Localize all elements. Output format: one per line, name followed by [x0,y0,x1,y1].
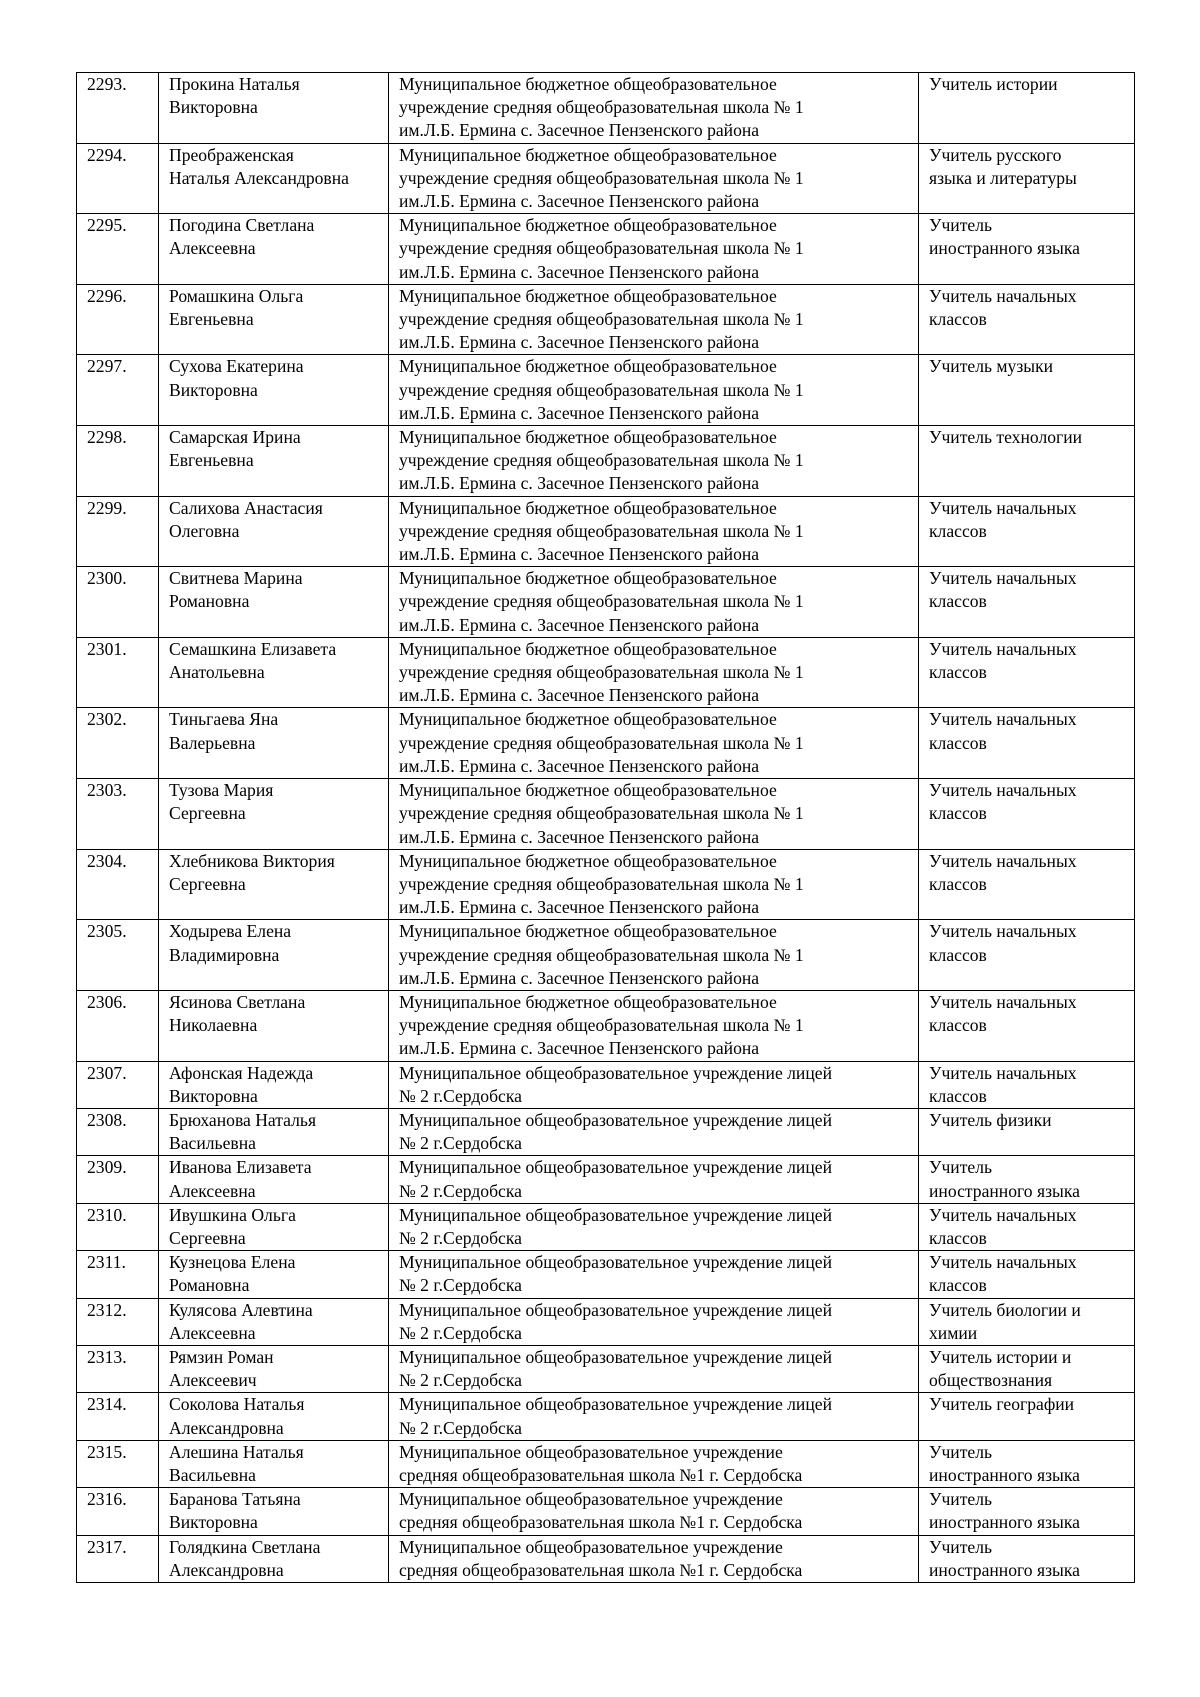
organization-line: Муниципальное общеобразовательное учреждение лицей [399,1346,832,1367]
position-cell [919,708,1135,779]
position-line: иностранного языка [929,1464,1080,1485]
teacher-name-cell [159,1535,389,1582]
organization-cell [389,284,919,355]
position-line: классов [929,520,987,541]
position-cell [919,496,1135,567]
position-line: иностранного языка [929,1512,1080,1533]
organization-line: Муниципальное общеобразовательное учреждение лицей [399,1204,832,1225]
organization-line: им.Л.Б. Ермина с. Засечное Пензенского района [399,755,760,776]
organization-line: Муниципальное бюджетное общеобразовательное [399,215,777,236]
teacher-name-line: Васильевна [169,1464,256,1485]
organization-line: учреждение средняя общеобразовательная школа № 1 [399,873,804,894]
organization-line: Муниципальное общеобразовательное учреждение лицей [399,1062,832,1083]
table-row [77,284,1135,355]
teacher-name-line: Евгеньевна [169,450,254,471]
organization-line: Муниципальное бюджетное общеобразовательное [399,709,777,730]
organization-line: № 2 г.Сердобска [399,1227,522,1248]
organization-line: Муниципальное бюджетное общеобразовательное [399,356,777,377]
teacher-name-line: Алексеевна [169,238,256,259]
row-number: 2298. [77,426,159,497]
position-cell [919,426,1135,497]
position-line: Учитель [929,1441,993,1462]
row-number: 2308. [77,1108,159,1155]
position-line: Учитель начальных [929,991,1077,1012]
table-row [77,1156,1135,1203]
organization-cell [389,637,919,708]
position-cell [919,1203,1135,1250]
teacher-name-line: Рямзин Роман [169,1346,274,1367]
teacher-name-line: Свитнева Марина [169,568,303,589]
position-cell [919,73,1135,144]
position-cell [919,1345,1135,1392]
organization-line: Муниципальное бюджетное общеобразовательное [399,568,777,589]
position-line: Учитель начальных [929,780,1077,801]
teacher-name-line: Тузова Мария [169,780,274,801]
position-line: классов [929,1085,987,1106]
table-row [77,708,1135,779]
organization-line: № 2 г.Сердобска [399,1085,522,1106]
organization-line: Муниципальное общеобразовательное учреждение лицей [399,1299,832,1320]
organization-line: им.Л.Б. Ермина с. Засечное Пензенского района [399,332,760,353]
position-line: Учитель начальных [929,850,1077,871]
position-line: Учитель начальных [929,568,1077,589]
table-row [77,1298,1135,1345]
organization-line: им.Л.Б. Ермина с. Засечное Пензенского района [399,120,760,141]
row-number: 2300. [77,567,159,638]
position-line: Учитель музыки [929,356,1054,377]
teacher-name-cell [159,1345,389,1392]
position-line: Учитель начальных [929,285,1077,306]
organization-cell [389,1488,919,1535]
organization-cell [389,1440,919,1487]
row-number: 2314. [77,1393,159,1440]
teacher-name-cell [159,1393,389,1440]
table-row [77,1203,1135,1250]
table-row [77,1345,1135,1392]
position-line: классов [929,1275,987,1296]
teacher-name-line: Соколова Наталья [169,1394,305,1415]
organization-line: № 2 г.Сердобска [399,1322,522,1343]
organization-line: Муниципальное общеобразовательное учреждение лицей [399,1109,832,1130]
position-cell [919,214,1135,285]
organization-line: учреждение средняя общеобразовательная школа № 1 [399,167,804,188]
row-number: 2315. [77,1440,159,1487]
organization-line: учреждение средняя общеобразовательная школа № 1 [399,309,804,330]
registry-table-body [77,73,1135,1583]
position-line: классов [929,944,987,965]
teacher-name-line: Владимировна [169,944,280,965]
teacher-name-line: Алексеевна [169,1322,256,1343]
position-line: Учитель [929,215,993,236]
organization-line: им.Л.Б. Ермина с. Засечное Пензенского района [399,897,760,918]
teacher-name-cell [159,426,389,497]
position-cell [919,284,1135,355]
organization-line: Муниципальное бюджетное общеобразовательное [399,850,777,871]
teacher-name-cell [159,1061,389,1108]
organization-line: им.Л.Б. Ермина с. Засечное Пензенского района [399,1038,760,1059]
organization-cell [389,1393,919,1440]
organization-cell [389,143,919,214]
teacher-name-line: Кузнецова Елена [169,1252,296,1273]
position-cell [919,990,1135,1061]
position-line: Учитель начальных [929,638,1077,659]
teacher-name-line: Романовна [169,591,250,612]
position-line: Учитель начальных [929,709,1077,730]
teacher-name-line: Брюханова Наталья [169,1109,317,1130]
organization-cell [389,849,919,920]
teacher-name-cell [159,1440,389,1487]
organization-line: № 2 г.Сердобска [399,1370,522,1391]
position-line: Учитель начальных [929,1062,1077,1083]
position-line: химии [929,1322,978,1343]
organization-line: Муниципальное бюджетное общеобразовательное [399,638,777,659]
teacher-name-line: Александровна [169,1417,284,1438]
row-number: 2299. [77,496,159,567]
position-line: Учитель начальных [929,1204,1077,1225]
position-line: Учитель физики [929,1109,1052,1130]
organization-cell [389,73,919,144]
organization-line: учреждение средняя общеобразовательная школа № 1 [399,1015,804,1036]
teacher-name-line: Александровна [169,1559,284,1580]
table-row [77,779,1135,850]
row-number: 2295. [77,214,159,285]
table-row [77,920,1135,991]
table-row [77,637,1135,708]
organization-line: Муниципальное бюджетное общеобразовательное [399,780,777,801]
teacher-name-line: Погодина Светлана [169,215,315,236]
organization-cell [389,355,919,426]
teacher-name-line: Афонская Надежда [169,1062,314,1083]
organization-line: Муниципальное общеобразовательное учреждение [399,1441,783,1462]
position-cell [919,1108,1135,1155]
organization-cell [389,1156,919,1203]
position-line: Учитель биологии и [929,1299,1081,1320]
organization-cell [389,1251,919,1298]
table-row [77,214,1135,285]
teacher-name-line: Салихова Анастасия [169,497,323,518]
position-line: классов [929,662,987,683]
teacher-name-line: Тиньгаева Яна [169,709,279,730]
teacher-name-line: Иванова Елизавета [169,1157,312,1178]
position-cell [919,143,1135,214]
teacher-name-line: Викторовна [169,379,258,400]
position-line: обществознания [929,1370,1053,1391]
table-row [77,990,1135,1061]
row-number: 2305. [77,920,159,991]
organization-line: Муниципальное бюджетное общеобразовательное [399,427,777,448]
teacher-name-cell [159,214,389,285]
teacher-name-line: Ясинова Светлана [169,991,306,1012]
table-row [77,1251,1135,1298]
teacher-name-cell [159,708,389,779]
row-number: 2296. [77,284,159,355]
teacher-name-cell [159,1298,389,1345]
row-number: 2302. [77,708,159,779]
teacher-name-line: Ромашкина Ольга [169,285,304,306]
teacher-name-cell [159,849,389,920]
organization-line: средняя общеобразовательная школа №1 г. Сердобска [399,1559,803,1580]
teacher-name-cell [159,1108,389,1155]
organization-line: Муниципальное бюджетное общеобразовательное [399,144,777,165]
organization-line: № 2 г.Сердобска [399,1417,522,1438]
organization-line: учреждение средняя общеобразовательная школа № 1 [399,944,804,965]
teacher-name-cell [159,779,389,850]
organization-line: № 2 г.Сердобска [399,1133,522,1154]
row-number: 2307. [77,1061,159,1108]
position-line: классов [929,1227,987,1248]
teacher-name-cell [159,284,389,355]
table-row [77,1488,1135,1535]
position-line: иностранного языка [929,238,1080,259]
teacher-name-cell [159,1156,389,1203]
organization-line: № 2 г.Сердобска [399,1275,522,1296]
teacher-name-cell [159,496,389,567]
teacher-name-line: Хлебникова Виктория [169,850,335,871]
position-cell [919,355,1135,426]
position-cell [919,637,1135,708]
organization-line: Муниципальное общеобразовательное учреждение лицей [399,1252,832,1273]
table-row [77,73,1135,144]
teacher-name-line: Викторовна [169,97,258,118]
position-line: Учитель технологии [929,427,1083,448]
teacher-name-line: Васильевна [169,1133,256,1154]
position-line: Учитель истории [929,74,1058,94]
teacher-name-line: Ходырева Елена [169,921,292,942]
organization-cell [389,214,919,285]
position-line: Учитель начальных [929,921,1077,942]
table-row [77,1440,1135,1487]
teacher-name-line: Прокина Наталья [169,74,300,94]
position-line: классов [929,732,987,753]
organization-cell [389,920,919,991]
teacher-name-line: Преображенская [169,144,294,165]
position-line: Учитель [929,1157,993,1178]
teacher-name-line: Валерьевна [169,732,256,753]
row-number: 2312. [77,1298,159,1345]
teacher-name-line: Алешина Наталья [169,1441,304,1462]
teacher-name-line: Алексеевич [169,1370,257,1391]
row-number: 2293. [77,73,159,144]
teacher-name-cell [159,73,389,144]
teacher-name-line: Николаевна [169,1015,258,1036]
position-line: классов [929,1015,987,1036]
organization-line: учреждение средняя общеобразовательная школа № 1 [399,662,804,683]
teacher-name-line: Семашкина Елизавета [169,638,337,659]
position-cell [919,1488,1135,1535]
organization-line: средняя общеобразовательная школа №1 г. Сердобска [399,1464,803,1485]
organization-line: Муниципальное общеобразовательное учреждение лицей [399,1157,832,1178]
position-line: Учитель начальных [929,1252,1077,1273]
organization-line: им.Л.Б. Ермина с. Засечное Пензенского района [399,826,760,847]
table-row [77,426,1135,497]
row-number: 2311. [77,1251,159,1298]
organization-line: им.Л.Б. Ермина с. Засечное Пензенского района [399,544,760,565]
position-cell [919,849,1135,920]
organization-line: учреждение средняя общеобразовательная школа № 1 [399,97,804,118]
teacher-name-line: Самарская Ирина [169,427,301,448]
position-cell [919,1393,1135,1440]
organization-line: Муниципальное бюджетное общеобразовательное [399,285,777,306]
teacher-name-cell [159,1488,389,1535]
teacher-name-line: Романовна [169,1275,250,1296]
position-line: Учитель начальных [929,497,1077,518]
row-number: 2303. [77,779,159,850]
organization-line: учреждение средняя общеобразовательная школа № 1 [399,803,804,824]
position-cell [919,920,1135,991]
row-number: 2301. [77,637,159,708]
teacher-name-cell [159,920,389,991]
organization-line: учреждение средняя общеобразовательная школа № 1 [399,520,804,541]
teacher-name-line: Кулясова Алевтина [169,1299,313,1320]
organization-line: Муниципальное бюджетное общеобразовательное [399,991,777,1012]
table-row [77,1108,1135,1155]
organization-cell [389,779,919,850]
organization-line: Муниципальное общеобразовательное учреждение [399,1536,783,1557]
table-row [77,1535,1135,1582]
position-line: классов [929,873,987,894]
position-cell [919,1156,1135,1203]
organization-cell [389,990,919,1061]
position-line: классов [929,309,987,330]
position-cell [919,779,1135,850]
organization-line: им.Л.Б. Ермина с. Засечное Пензенского района [399,685,760,706]
organization-line: Муниципальное бюджетное общеобразовательное [399,497,777,518]
row-number: 2297. [77,355,159,426]
position-cell [919,1061,1135,1108]
organization-cell [389,426,919,497]
teacher-name-cell [159,637,389,708]
row-number: 2310. [77,1203,159,1250]
teacher-name-line: Викторовна [169,1512,258,1533]
table-row [77,496,1135,567]
row-number: 2309. [77,1156,159,1203]
row-number: 2306. [77,990,159,1061]
organization-line: им.Л.Б. Ермина с. Засечное Пензенского района [399,967,760,988]
position-cell [919,1535,1135,1582]
organization-cell [389,708,919,779]
teacher-name-line: Ивушкина Ольга [169,1204,296,1225]
teacher-name-line: Сухова Екатерина [169,356,304,377]
teacher-name-cell [159,355,389,426]
organization-line: Муниципальное общеобразовательное учреждение [399,1489,783,1510]
teacher-name-line: Сергеевна [169,1227,246,1248]
teacher-name-line: Баранова Татьяна [169,1489,301,1510]
position-line: Учитель истории и [929,1346,1072,1367]
organization-line: Муниципальное общеобразовательное учреждение лицей [399,1394,832,1415]
organization-line: учреждение средняя общеобразовательная школа № 1 [399,732,804,753]
organization-line: им.Л.Б. Ермина с. Засечное Пензенского района [399,261,760,282]
organization-cell [389,1203,919,1250]
teacher-name-line: Алексеевна [169,1180,256,1201]
table-row [77,567,1135,638]
organization-line: учреждение средняя общеобразовательная школа № 1 [399,238,804,259]
registry-table [76,72,1135,1583]
organization-line: учреждение средняя общеобразовательная школа № 1 [399,379,804,400]
organization-cell [389,1298,919,1345]
organization-cell [389,1535,919,1582]
teacher-name-line: Сергеевна [169,873,246,894]
organization-cell [389,496,919,567]
organization-cell [389,1345,919,1392]
teacher-name-line: Викторовна [169,1085,258,1106]
organization-cell [389,1108,919,1155]
teacher-name-cell [159,567,389,638]
position-cell [919,1440,1135,1487]
organization-line: им.Л.Б. Ермина с. Засечное Пензенского района [399,191,760,212]
table-row [77,143,1135,214]
teacher-name-cell [159,1251,389,1298]
teacher-name-line: Евгеньевна [169,309,254,330]
position-line: классов [929,591,987,612]
table-row [77,1393,1135,1440]
row-number: 2304. [77,849,159,920]
table-row [77,849,1135,920]
teacher-name-line: Сергеевна [169,803,246,824]
organization-line: учреждение средняя общеобразовательная школа № 1 [399,450,804,471]
row-number: 2313. [77,1345,159,1392]
organization-line: Муниципальное бюджетное общеобразовательное [399,74,777,94]
table-row [77,355,1135,426]
teacher-name-line: Наталья Александровна [169,167,349,188]
teacher-name-cell [159,143,389,214]
organization-line: им.Л.Б. Ермина с. Засечное Пензенского района [399,473,760,494]
position-cell [919,567,1135,638]
position-line: языка и литературы [929,167,1077,188]
position-line: Учитель [929,1489,993,1510]
organization-line: средняя общеобразовательная школа №1 г. Сердобска [399,1512,803,1533]
organization-line: № 2 г.Сердобска [399,1180,522,1201]
position-cell [919,1298,1135,1345]
row-number: 2294. [77,143,159,214]
teacher-name-cell [159,1203,389,1250]
teacher-name-cell [159,990,389,1061]
organization-cell [389,1061,919,1108]
position-line: иностранного языка [929,1559,1080,1580]
position-line: Учитель географии [929,1394,1075,1415]
teacher-name-line: Голядкина Светлана [169,1536,321,1557]
organization-line: Муниципальное бюджетное общеобразовательное [399,921,777,942]
row-number: 2317. [77,1535,159,1582]
organization-line: учреждение средняя общеобразовательная школа № 1 [399,591,804,612]
position-line: Учитель русского [929,144,1062,165]
teacher-name-line: Анатольевна [169,662,265,683]
position-cell [919,1251,1135,1298]
organization-line: им.Л.Б. Ермина с. Засечное Пензенского района [399,614,760,635]
position-line: Учитель [929,1536,993,1557]
organization-line: им.Л.Б. Ермина с. Засечное Пензенского района [399,402,760,423]
teacher-name-line: Олеговна [169,520,240,541]
row-number: 2316. [77,1488,159,1535]
position-line: иностранного языка [929,1180,1080,1201]
table-row [77,1061,1135,1108]
position-line: классов [929,803,987,824]
organization-cell [389,567,919,638]
